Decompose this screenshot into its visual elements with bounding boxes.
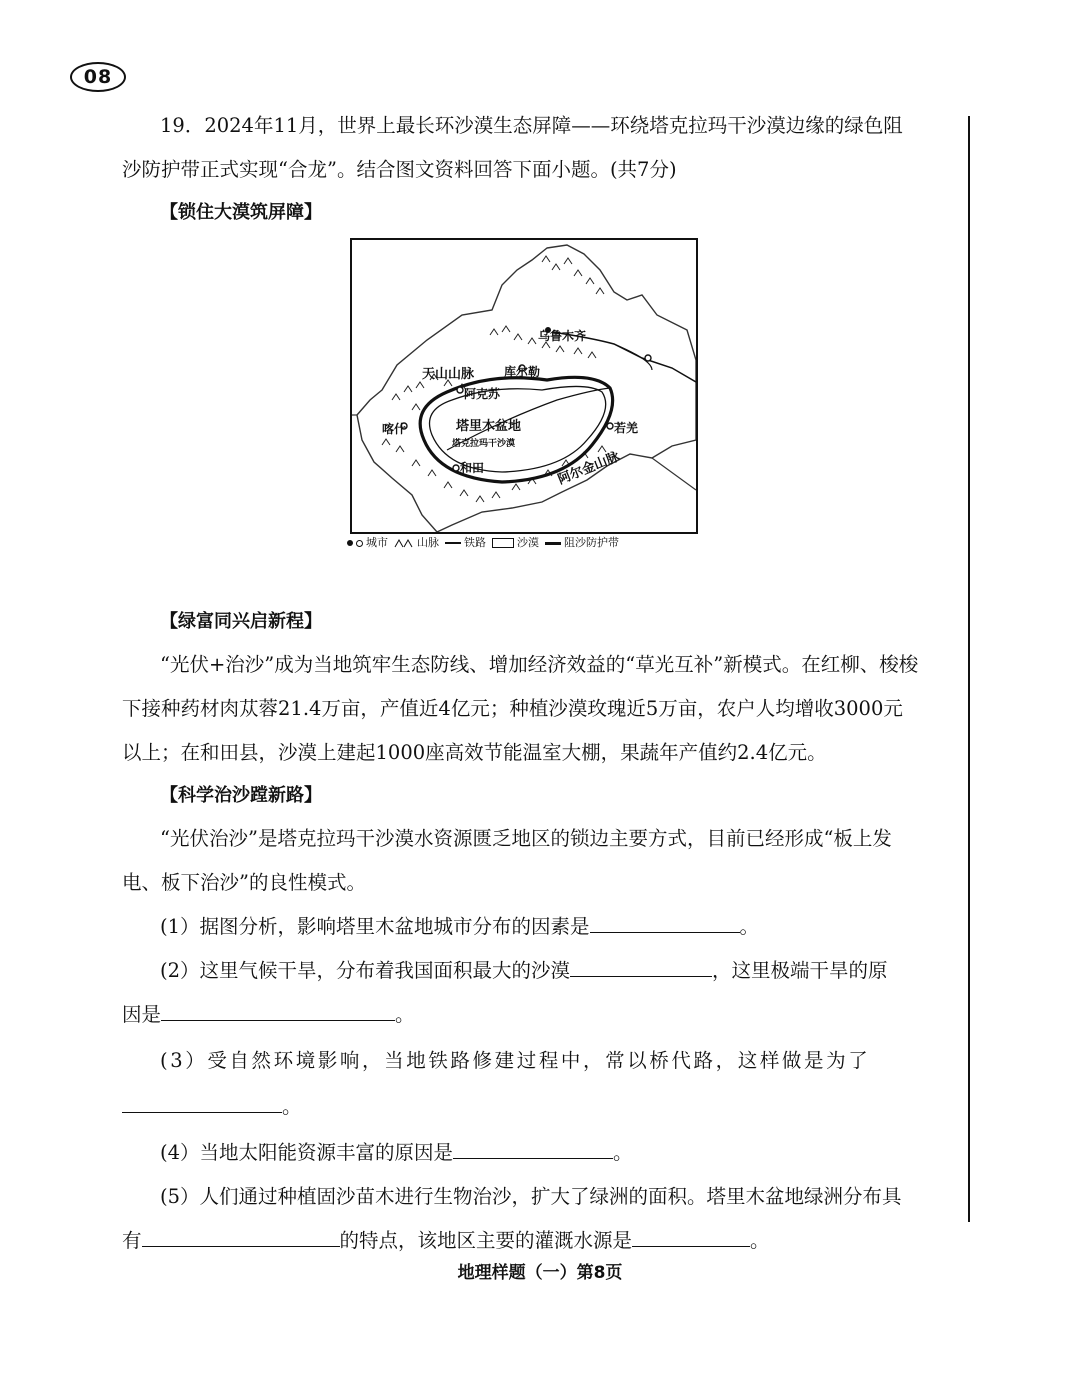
answer-blank-4[interactable] — [453, 1136, 613, 1159]
answer-blank-2b[interactable] — [161, 998, 395, 1021]
section-green-text: “光伏+治沙”成为当地筑牢生态防线、增加经济效益的“草光互补”新模式。在红柳、梭梭下接种药材肉苁蓉21.4万亩，产值近4亿元；种植沙漠玫瑰近5万亩，农户人均增收3000元以上；在和田县，沙漠上建起1000座高效节能温室大棚，果蔬年产值约2.4亿元。 — [122, 653, 919, 764]
section-title-green: 【绿富同兴启新程】 — [160, 611, 322, 632]
question-19 — [122, 104, 922, 1263]
label-urumqi: 乌鲁木齐 — [538, 329, 587, 343]
legend-railway: 铁路 — [445, 536, 486, 550]
sub-question-1: (1）据图分析，影响塔里木盆地城市分布的因素是 。 — [122, 905, 922, 949]
answer-blank-5b[interactable] — [632, 1224, 750, 1247]
legend-belt: 阻沙防护带 — [545, 536, 619, 550]
legend-city: 城市 — [347, 536, 388, 550]
answer-blank-2a[interactable] — [570, 954, 712, 977]
sub-question-3: (3）受自然环境影响，当地铁路修建过程中，常以桥代路，这样做是为了 — [160, 1049, 871, 1072]
answer-blank-3[interactable] — [122, 1090, 282, 1113]
map-legend — [347, 536, 707, 550]
label-ruoqiang: 若羌 — [614, 421, 639, 435]
sub-question-5-cont: 有 的特点，该地区主要的灌溉水源是 。 — [122, 1219, 922, 1263]
sub-question-3-cont: 。 — [122, 1085, 922, 1129]
answer-blank-1[interactable] — [590, 910, 740, 933]
sub-question-5: (5）人们通过种植固沙苗木进行生物治沙，扩大了绿洲的面积。塔里木盆地绿洲分布具 — [160, 1185, 902, 1208]
page-footer: 地理样题（一）第8页 — [457, 1263, 623, 1283]
label-tarim-basin: 塔里木盆地 — [456, 419, 522, 434]
legend-desert: 沙漠 — [492, 536, 539, 550]
sub-question-4: (4）当地太阳能资源丰富的原因是 。 — [122, 1131, 922, 1175]
desert-icon — [492, 538, 514, 548]
sub-question-2: (2）这里气候干旱，分布着我国面积最大的沙漠 ，这里极端干旱的原 — [122, 949, 922, 993]
label-taklamakan: 塔克拉玛干沙漠 — [452, 439, 516, 449]
map-figure — [122, 238, 922, 593]
label-hotan: 和田 — [460, 461, 485, 475]
label-tianshan: 天山山脉 — [422, 367, 475, 382]
city-circle-icon — [356, 540, 363, 547]
legend-mountain: 山脉 — [394, 536, 439, 550]
label-aksu: 阿克苏 — [464, 387, 501, 401]
city-east — [645, 355, 651, 361]
sub-question-2-cont: 因是 。 — [122, 993, 922, 1037]
belt-icon — [545, 542, 561, 545]
city-aksu — [457, 387, 463, 393]
map-frame — [350, 238, 698, 534]
railway-icon — [445, 542, 461, 544]
tarim-basin-map — [352, 240, 696, 532]
section-science-text: “光伏治沙”是塔克拉玛干沙漠水资源匮乏地区的锁边主要方式，目前已经形成“板上发电、板下治沙”的良性模式。 — [122, 827, 892, 894]
answer-blank-5a[interactable] — [142, 1224, 340, 1247]
label-korla: 库尔勒 — [504, 365, 541, 379]
label-altun: 阿尔金山脉 — [555, 449, 622, 488]
question-intro: 19．2024年11月，世界上最长环沙漠生态屏障——环绕塔克拉玛干沙漠边缘的绿色阻沙防护带正式实现“合龙”。结合图文资料回答下面小题。(共7分) — [122, 114, 903, 181]
city-ruoqiang — [607, 423, 613, 429]
city-dot-icon — [347, 540, 353, 546]
mountain-icon — [394, 538, 414, 548]
page-number-badge: 08 — [70, 62, 126, 92]
city-hotan — [453, 465, 459, 471]
section-title-barrier: 【锁住大漠筑屏障】 — [160, 202, 322, 223]
section-title-science: 【科学治沙蹚新路】 — [160, 785, 322, 806]
label-kashgar: 喀什 — [382, 422, 407, 436]
margin-rule — [968, 116, 970, 1222]
